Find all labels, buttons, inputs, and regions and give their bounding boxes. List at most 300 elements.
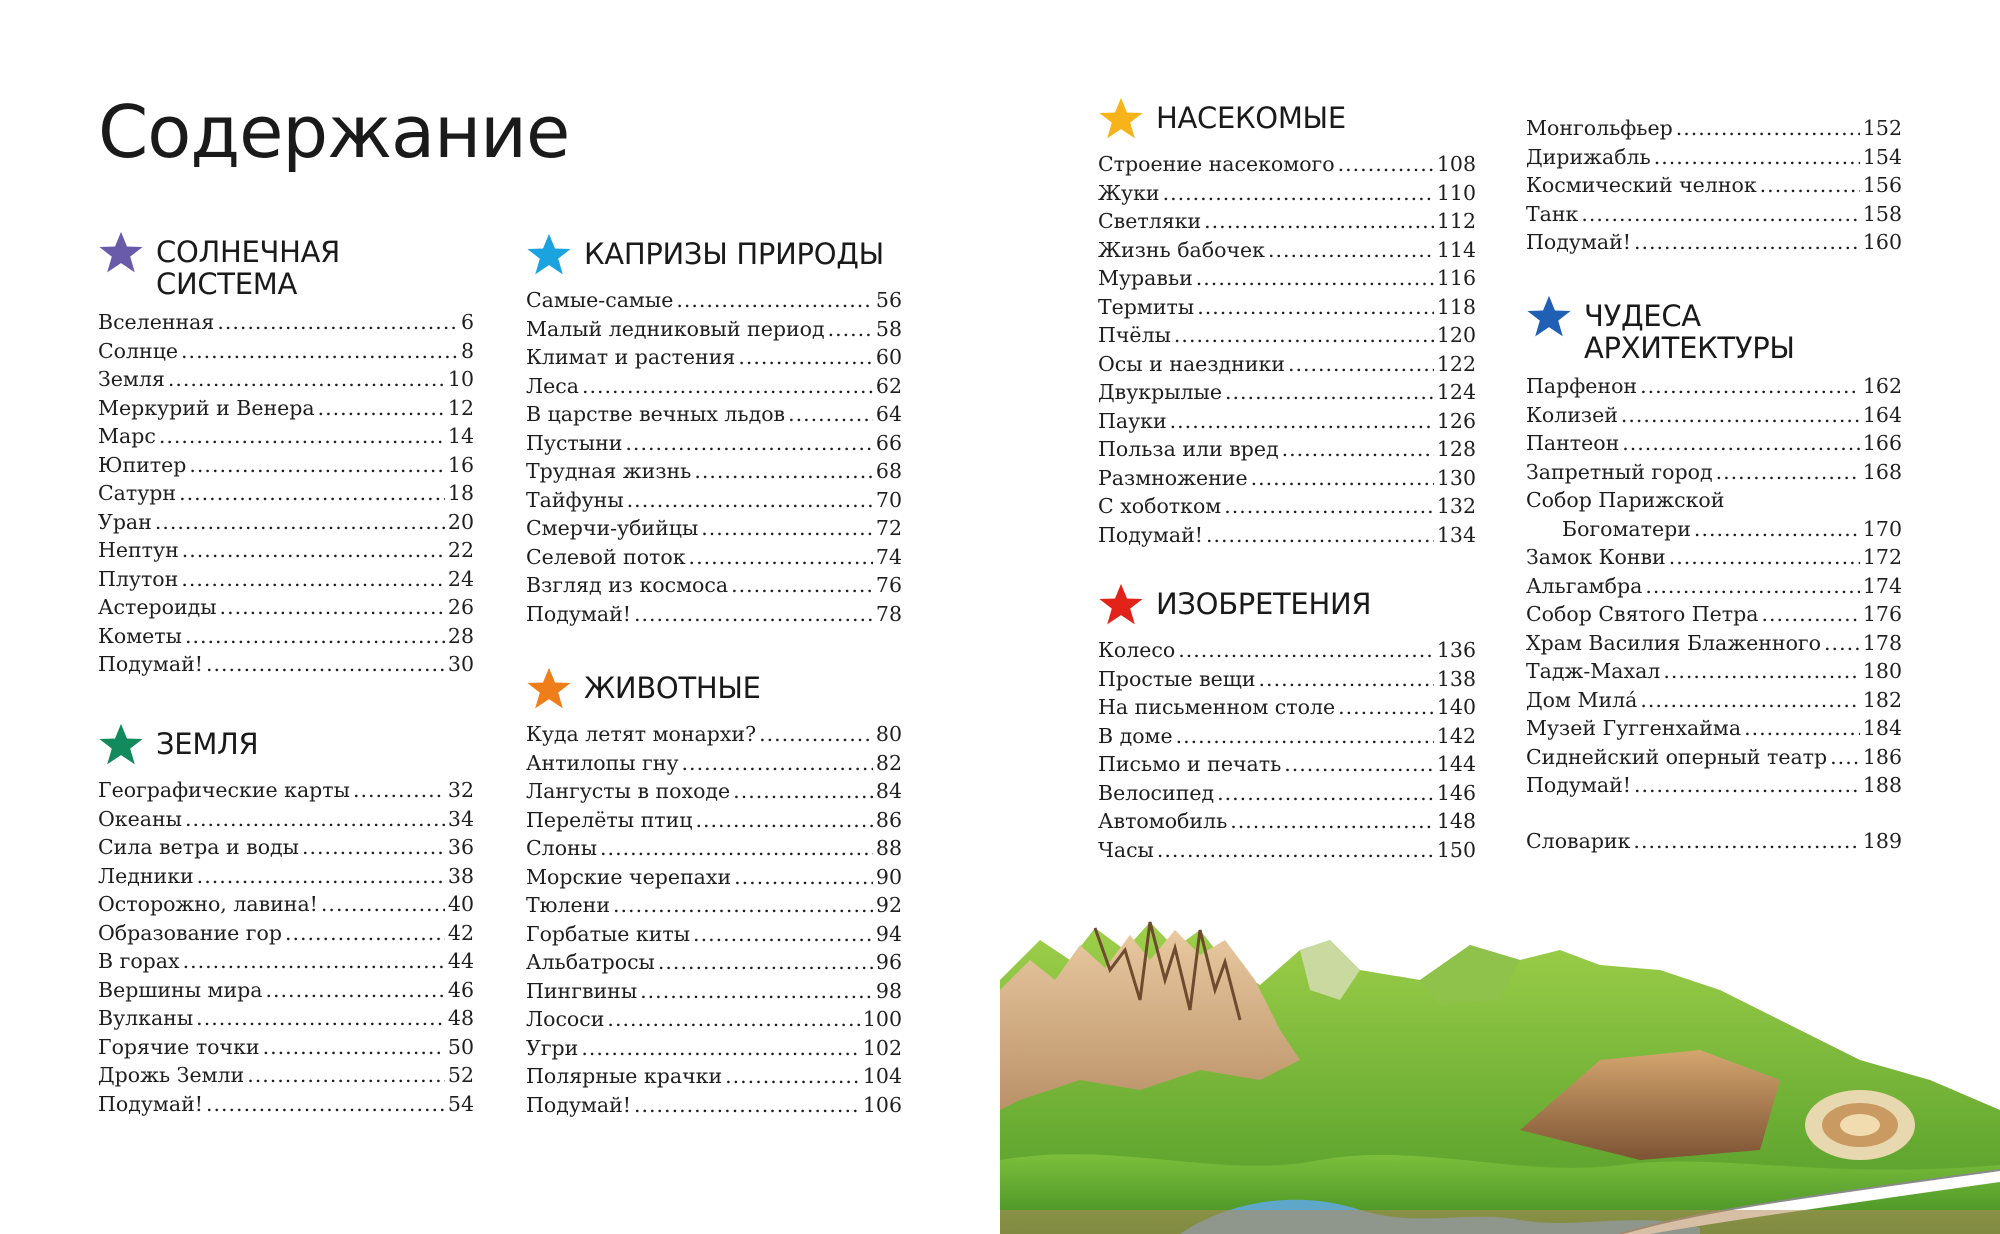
toc-entry[interactable] (1098, 722, 1476, 751)
leader-dots (266, 976, 445, 1005)
toc-entry[interactable] (1526, 429, 1902, 458)
leader-dots (1178, 636, 1434, 665)
toc-entry-label: Сиднейский оперный театр (1526, 744, 1828, 769)
toc-entry[interactable] (1526, 486, 1902, 515)
leader-dots (1663, 657, 1860, 686)
leader-dots (1338, 693, 1434, 722)
toc-entry-page: 18 (447, 481, 474, 505)
toc-entry-page: 122 (1436, 351, 1476, 376)
toc-list (526, 720, 902, 1119)
leader-dots (1676, 114, 1860, 143)
leader-dots (1654, 143, 1860, 172)
toc-entry[interactable] (98, 890, 474, 919)
toc-entry[interactable] (1098, 293, 1476, 322)
toc-entry[interactable] (526, 720, 902, 749)
toc-entry-page: 154 (1862, 144, 1902, 169)
toc-entry-label: Богоматери (1562, 516, 1691, 541)
toc-entry-label: Полярные крачки (526, 1064, 723, 1088)
section-animals (526, 672, 902, 1119)
leader-dots (607, 1005, 859, 1034)
toc-entry-page: 12 (447, 395, 474, 420)
toc-entry[interactable] (1098, 521, 1476, 550)
toc-entry-page: 20 (447, 509, 474, 534)
leader-dots (1268, 236, 1434, 265)
toc-entry-label: Юпитер (98, 452, 187, 477)
toc-entry[interactable] (526, 1034, 902, 1063)
toc-entry-page: 50 (447, 1034, 474, 1059)
toc-entry[interactable] (1098, 435, 1476, 464)
toc-entry-page: 158 (1862, 201, 1902, 226)
toc-entry-label: Собор Святого Петра (1526, 602, 1759, 626)
toc-entry[interactable] (98, 536, 474, 565)
leader-dots (694, 457, 873, 486)
toc-entry-label: В доме (1098, 723, 1173, 748)
toc-entry-label: Строение насекомого (1098, 152, 1335, 176)
toc-entry-label: Подумай! (526, 601, 631, 626)
toc-entry-label: Подумай! (98, 1091, 203, 1116)
toc-entry[interactable] (1098, 636, 1476, 665)
toc-entry[interactable] (1098, 207, 1476, 236)
leader-dots (640, 977, 873, 1006)
toc-entry[interactable] (98, 365, 474, 394)
toc-entry-glossary[interactable] (1526, 827, 1902, 856)
star-icon (526, 666, 572, 712)
toc-entry[interactable] (1526, 372, 1902, 401)
toc-entry[interactable] (1098, 693, 1476, 722)
toc-entry[interactable] (1098, 264, 1476, 293)
toc-entry-label: Пингвины (526, 978, 638, 1003)
section-title: КАПРИЗЫ ПРИРОДЫ (584, 237, 884, 271)
toc-entry-page: 92 (875, 893, 902, 917)
toc-entry-label: Колизей (1526, 402, 1618, 427)
leader-dots (695, 806, 872, 835)
toc-entry[interactable] (526, 343, 902, 372)
toc-entry-label: Сила ветра и воды (98, 835, 299, 859)
toc-entry-page: 136 (1436, 638, 1476, 662)
leader-dots (600, 834, 873, 863)
toc-entry[interactable] (1098, 321, 1476, 350)
leader-dots (1762, 600, 1860, 629)
toc-entry[interactable] (1098, 150, 1476, 179)
toc-entry[interactable] (1098, 836, 1476, 865)
leader-dots (168, 365, 445, 394)
leader-dots (196, 1004, 445, 1033)
toc-entry-page: 72 (875, 516, 902, 540)
toc-entry-page: 116 (1436, 266, 1476, 290)
toc-entry[interactable] (1526, 543, 1902, 572)
toc-entry[interactable] (98, 479, 474, 508)
toc-entry[interactable] (98, 565, 474, 594)
toc-entry-label: Альбатросы (526, 950, 655, 974)
toc-entry-label: Самые-самые (526, 288, 674, 312)
toc-entry-page: 44 (447, 949, 474, 973)
toc-entry[interactable] (98, 919, 474, 948)
toc-entry-page: 60 (875, 345, 902, 369)
toc-entry-label: Перелёты птиц (526, 807, 693, 832)
toc-entry-page: 104 (862, 1064, 902, 1088)
toc-entry[interactable] (98, 308, 474, 337)
leader-dots (183, 947, 445, 976)
toc-entry-page: 30 (447, 652, 474, 676)
toc-entry[interactable] (1526, 743, 1902, 772)
toc-entry-page: 78 (875, 601, 902, 626)
toc-entry-label: Марс (98, 424, 156, 448)
toc-entry[interactable] (1526, 771, 1902, 800)
star-icon (1098, 96, 1144, 142)
leader-dots (1217, 779, 1434, 808)
toc-entry-page: 162 (1862, 374, 1902, 398)
leader-dots (206, 1090, 445, 1119)
section-inventions (1098, 588, 1476, 864)
toc-entry[interactable] (526, 400, 902, 429)
leader-dots (828, 315, 873, 344)
toc-entry-page: 16 (447, 452, 474, 477)
toc-entry-page: 8 (460, 338, 474, 363)
toc-entry-label: Простые вещи (1098, 666, 1256, 691)
toc-entry[interactable] (526, 457, 902, 486)
leader-dots (788, 400, 873, 429)
toc-entry-label: Часы (1098, 837, 1154, 862)
leader-dots (625, 429, 873, 458)
leader-dots (676, 286, 873, 315)
toc-entry-page: 100 (862, 1007, 902, 1031)
toc-entry[interactable] (98, 833, 474, 862)
leader-dots (725, 1062, 860, 1091)
section-solar-system (98, 236, 474, 679)
toc-entry[interactable] (98, 650, 474, 679)
toc-entry[interactable] (526, 777, 902, 806)
leader-dots (1338, 150, 1434, 179)
toc-entry-page: 146 (1436, 780, 1476, 805)
toc-entry[interactable] (526, 891, 902, 920)
page-title: Содержание (98, 90, 570, 174)
toc-entry[interactable] (98, 1004, 474, 1033)
toc-entry-label: В царстве вечных льдов (526, 402, 786, 426)
toc-entry-label: Вселенная (98, 310, 215, 334)
toc-entry-page: 132 (1436, 494, 1476, 518)
toc-entry-label: Пауки (1098, 408, 1167, 433)
section-inventions-continued (1526, 114, 1902, 257)
toc-entry[interactable] (526, 315, 902, 344)
leader-dots (263, 1033, 445, 1062)
toc-entry[interactable] (526, 486, 902, 515)
toc-entry[interactable] (526, 920, 902, 949)
toc-entry-page: 94 (875, 921, 902, 946)
toc-entry-label: Жуки (1098, 180, 1160, 205)
leader-dots (1206, 521, 1434, 550)
toc-entry-label: Малый ледниковый период (526, 316, 825, 341)
toc-entry-label: Размножение (1098, 465, 1248, 490)
leader-dots (302, 833, 445, 862)
toc-entry-page: 14 (447, 424, 474, 448)
toc-entry-label: Подумай! (98, 652, 203, 676)
toc-entry[interactable] (1526, 572, 1902, 601)
toc-entry-page: 52 (447, 1063, 474, 1087)
leader-dots (1621, 401, 1860, 430)
toc-entry-page: 70 (875, 487, 902, 512)
toc-entry[interactable] (98, 947, 474, 976)
toc-entry[interactable] (1526, 143, 1902, 172)
section-glossary (1526, 827, 1902, 856)
leader-dots (1716, 458, 1860, 487)
toc-entry-label: Храм Василия Блаженного (1526, 630, 1822, 655)
toc-entry[interactable] (1526, 657, 1902, 686)
toc-entry-page: 86 (875, 807, 902, 832)
toc-entry-page: 140 (1436, 695, 1476, 719)
toc-entry[interactable] (98, 862, 474, 891)
toc-entry-page: 128 (1436, 437, 1476, 461)
section-title: СОЛНЕЧНАЯ СИСТЕМА (156, 235, 340, 301)
toc-entry-label: Парфенон (1526, 374, 1638, 398)
leader-dots (682, 749, 873, 778)
toc-entry-label: Вулканы (98, 1006, 194, 1030)
toc-entry-page: 90 (875, 864, 902, 889)
toc-entry[interactable] (526, 863, 902, 892)
toc-entry-page: 142 (1436, 723, 1476, 748)
toc-entry[interactable] (526, 834, 902, 863)
toc-entry-page: 24 (447, 566, 474, 591)
toc-entry-label: Автомобиль (1098, 809, 1228, 833)
toc-entry[interactable] (1098, 779, 1476, 808)
toc-entry[interactable] (98, 805, 474, 834)
toc-entry-label: Географические карты (98, 778, 350, 802)
toc-entry[interactable] (526, 977, 902, 1006)
toc-entry-label: Дом Мила́ (1526, 687, 1638, 712)
toc-entry-page: 54 (447, 1091, 474, 1116)
toc-entry-page: 130 (1436, 465, 1476, 490)
toc-entry[interactable] (1098, 492, 1476, 521)
toc-entry-page: 186 (1862, 744, 1902, 769)
toc-entry[interactable] (1526, 458, 1902, 487)
toc-entry-page: 84 (875, 779, 902, 803)
leader-dots (1224, 492, 1434, 521)
toc-entry-page: 74 (875, 544, 902, 569)
toc-entry-label: Солнце (98, 338, 179, 363)
toc-entry-page: 46 (447, 977, 474, 1002)
toc-entry[interactable] (526, 806, 902, 835)
leader-dots (155, 508, 445, 537)
toc-entry[interactable] (526, 948, 902, 977)
toc-entry[interactable] (1098, 179, 1476, 208)
toc-entry-label: Меркурий и Венера (98, 395, 315, 420)
toc-entry-label: Селевой поток (526, 544, 686, 569)
toc-entry[interactable] (1098, 807, 1476, 836)
leader-dots (582, 372, 873, 401)
toc-entry-label: Тадж-Махал (1526, 659, 1661, 683)
toc-entry-label: Танк (1526, 201, 1579, 226)
toc-entry-label: Океаны (98, 806, 182, 831)
toc-entry-page: 164 (1862, 402, 1902, 427)
leader-dots (1196, 264, 1434, 293)
leader-dots (181, 337, 458, 366)
toc-entry[interactable] (1526, 600, 1902, 629)
toc-entry-label: Письмо и печать (1098, 752, 1282, 776)
toc-entry-page: 152 (1862, 116, 1902, 140)
leader-dots (1204, 207, 1434, 236)
toc-entry[interactable] (1098, 236, 1476, 265)
toc-entry-page: 184 (1862, 716, 1902, 740)
leader-dots (1744, 714, 1860, 743)
toc-entry[interactable] (98, 1061, 474, 1090)
toc-entry-label: Пантеон (1526, 431, 1620, 455)
toc-entry-page: 166 (1862, 431, 1902, 455)
leader-dots (285, 919, 445, 948)
toc-entry-label: Муравьи (1098, 266, 1193, 290)
toc-entry[interactable] (1098, 407, 1476, 436)
toc-entry[interactable] (98, 508, 474, 537)
toc-entry-page: 10 (447, 367, 474, 391)
toc-entry[interactable] (526, 429, 902, 458)
toc-entry[interactable] (1098, 464, 1476, 493)
toc-entry[interactable] (1526, 686, 1902, 715)
toc-entry[interactable] (1526, 228, 1902, 257)
toc-entry-label: Музей Гуггенхайма (1526, 716, 1742, 740)
toc-entry-page: 150 (1436, 837, 1476, 862)
toc-entry[interactable] (98, 451, 474, 480)
toc-entry-label: Словарик (1526, 829, 1631, 853)
toc-entry[interactable] (1526, 171, 1902, 200)
toc-entry-page: 62 (875, 373, 902, 398)
section-title: НАСЕКОМЫЕ (1156, 101, 1346, 135)
toc-entry[interactable] (1526, 401, 1902, 430)
toc-entry-label: Нептун (98, 538, 179, 562)
leader-dots (1288, 350, 1434, 379)
section-title: ЧУДЕСА АРХИТЕКТУРЫ (1584, 299, 1795, 365)
toc-entry-page: 42 (447, 920, 474, 945)
toc-entry-page: 56 (875, 288, 902, 312)
toc-list (1526, 372, 1902, 800)
leader-dots (701, 514, 873, 543)
toc-entry[interactable] (526, 286, 902, 315)
toc-entry-page: 106 (862, 1092, 902, 1117)
toc-list (1098, 636, 1476, 864)
leader-dots (1830, 743, 1860, 772)
leader-dots (734, 863, 873, 892)
toc-entry-label: Угри (526, 1035, 579, 1060)
toc-entry-label: Польза или вред (1098, 437, 1279, 461)
toc-entry-label: Подумай! (1526, 773, 1631, 797)
toc-entry-label: Лососи (526, 1007, 605, 1031)
toc-entry[interactable] (98, 1033, 474, 1062)
toc-entry-page: 120 (1436, 323, 1476, 347)
toc-entry[interactable] (1526, 114, 1902, 143)
leader-dots (1163, 179, 1434, 208)
toc-entry-label: Кометы (98, 623, 182, 648)
toc-entry-label: Космический челнок (1526, 173, 1757, 197)
leader-dots (1251, 464, 1434, 493)
toc-entry-page: 22 (447, 538, 474, 562)
leader-dots (321, 890, 445, 919)
star-icon (526, 232, 572, 278)
toc-entry-page: 88 (875, 836, 902, 860)
toc-entry-label: Пустыни (526, 430, 623, 455)
toc-entry[interactable] (1098, 665, 1476, 694)
leader-dots (634, 1091, 860, 1120)
toc-entry-label: Морские черепахи (526, 864, 732, 889)
toc-entry[interactable] (526, 600, 902, 629)
toc-entry-page: 26 (447, 595, 474, 619)
toc-entry[interactable] (98, 422, 474, 451)
leader-dots (1824, 629, 1860, 658)
toc-entry-page: 170 (1862, 516, 1902, 541)
star-icon (1526, 294, 1572, 340)
section-header (98, 236, 474, 304)
toc-entry-label: Жизнь бабочек (1098, 237, 1265, 262)
toc-entry-label: Велосипед (1098, 780, 1215, 805)
toc-entry-label: Взгляд из космоса (526, 573, 729, 597)
section-architecture (1526, 300, 1902, 800)
leader-dots (1633, 827, 1859, 856)
leader-dots (189, 451, 445, 480)
toc-entry[interactable] (526, 749, 902, 778)
leader-dots (1640, 372, 1860, 401)
toc-entry-page: 124 (1436, 380, 1476, 404)
toc-list (98, 776, 474, 1118)
toc-entry[interactable] (1098, 378, 1476, 407)
section-header (1098, 588, 1476, 632)
leader-dots (1640, 686, 1859, 715)
toc-entry-label: Уран (98, 509, 152, 534)
leader-dots (693, 920, 873, 949)
toc-entry[interactable] (98, 976, 474, 1005)
toc-entry[interactable] (98, 593, 474, 622)
toc-entry[interactable] (1098, 750, 1476, 779)
toc-entry-page: 189 (1862, 829, 1902, 853)
toc-entry[interactable] (526, 1091, 902, 1120)
toc-entry-label: Колесо (1098, 638, 1176, 662)
toc-entry-page: 148 (1436, 809, 1476, 833)
toc-entry[interactable] (98, 1090, 474, 1119)
section-title: ЗЕМЛЯ (156, 727, 259, 761)
leader-dots (1284, 750, 1434, 779)
toc-entry[interactable] (98, 622, 474, 651)
toc-entry-page: 114 (1436, 237, 1476, 262)
toc-entry-page: 34 (447, 806, 474, 831)
toc-list (1526, 114, 1902, 257)
toc-entry[interactable] (1526, 515, 1902, 544)
toc-entry-label: Монгольфьер (1526, 116, 1673, 140)
toc-entry[interactable] (1526, 200, 1902, 229)
toc-entry-page: 160 (1862, 230, 1902, 254)
leader-dots (1694, 515, 1860, 544)
toc-entry[interactable] (1526, 714, 1902, 743)
toc-list (98, 308, 474, 679)
toc-entry[interactable] (1526, 629, 1902, 658)
section-title: ЖИВОТНЫЕ (584, 671, 761, 705)
toc-entry[interactable] (526, 372, 902, 401)
toc-entry[interactable] (98, 776, 474, 805)
leader-dots (1197, 293, 1434, 322)
toc-entry-page: 96 (875, 950, 902, 974)
star-icon (98, 722, 144, 768)
toc-entry-label: Дирижабль (1526, 144, 1651, 169)
toc-entry[interactable] (526, 1005, 902, 1034)
toc-entry-page: 102 (862, 1035, 902, 1060)
toc-entry[interactable] (1098, 350, 1476, 379)
leader-dots (1760, 171, 1860, 200)
leader-dots (179, 479, 445, 508)
toc-entry-page: 82 (875, 750, 902, 775)
toc-entry[interactable] (98, 394, 474, 423)
leader-dots (1176, 722, 1434, 751)
toc-entry[interactable] (526, 571, 902, 600)
toc-entry[interactable] (526, 1062, 902, 1091)
toc-list (1098, 150, 1476, 549)
toc-entry-page: 110 (1436, 180, 1476, 205)
toc-entry[interactable] (526, 543, 902, 572)
toc-entry[interactable] (526, 514, 902, 543)
toc-entry[interactable] (98, 337, 474, 366)
